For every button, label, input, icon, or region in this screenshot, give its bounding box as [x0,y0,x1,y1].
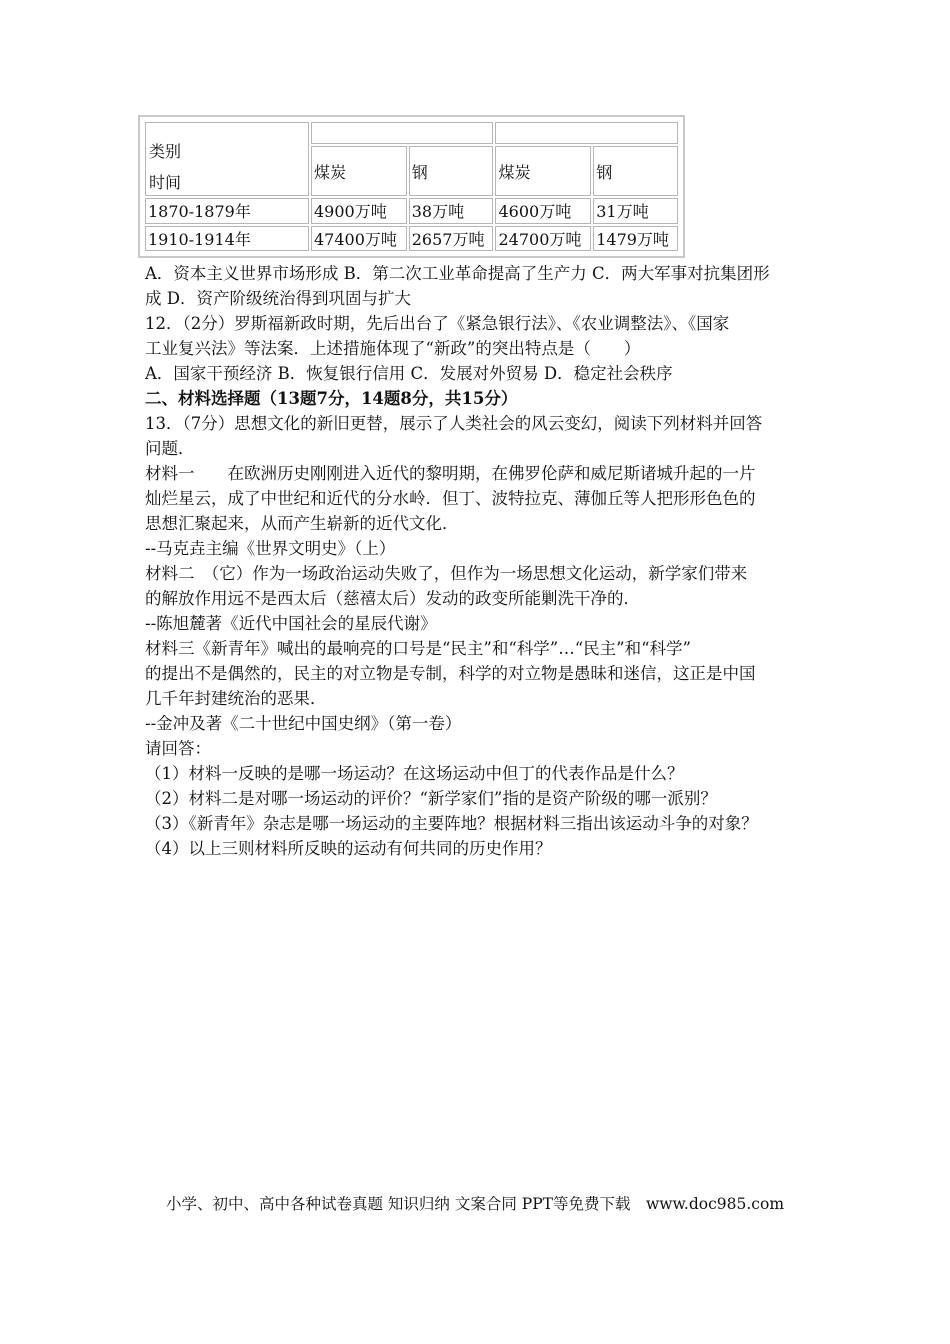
table-row [145,226,678,252]
option-line: A．国家干预经济 B．恢复银行信用 C．发展对外贸易 D．稳定社会秩序 [145,364,673,383]
section-heading: 二、材料选择题（13题7分，14题8分，共15分） [145,389,518,408]
table-cell: 4600万吨 [495,198,591,224]
sub-question: （4）以上三则材料所反映的运动有何共同的历史作用？ [145,839,552,858]
table-cell: 47400万吨 [311,226,407,252]
table-cell: 38万吨 [409,198,494,224]
table-cell: 4900万吨 [311,198,407,224]
prompt-line: 请回答： [145,739,211,758]
material-line: 材料三《新青年》喊出的最响亮的口号是“民主”和“科学”…“民主”和“科学” [145,639,691,658]
material-line: 几千年封建统治的恶果． [145,689,327,708]
material-line: 思想汇聚起来，从而产生崭新的近代文化． [145,514,459,533]
table-group-header [311,122,493,144]
question-line: 工业复兴法》等法案．上述措施体现了“新政”的突出特点是（ ） [145,339,641,358]
option-line: 成 D．资产阶级统治得到巩固与扩大 [145,289,411,308]
question-line: 问题． [145,439,195,458]
citation-line: --马克垚主编《世界文明史》（上） [145,539,396,558]
data-table-frame [138,115,685,258]
row-time: 1870-1879年 [145,198,309,224]
sub-question: （1）材料一反映的是哪一场运动？在这场运动中但丁的代表作品是什么？ [145,764,684,783]
material-line: 材料二 （它）作为一场政治运动失败了，但作为一场思想文化运动，新学家们带来 [145,564,748,583]
col-header: 钢 [593,146,678,196]
col-header: 钢 [409,146,494,196]
table-header-row-top [145,122,678,144]
row-time: 1910-1914年 [145,226,309,252]
sub-question: （3）《新青年》杂志是哪一场运动的主要阵地？根据材料三指出该运动斗争的对象？ [145,814,758,833]
sub-question: （2）材料二是对哪一场运动的评价？“新学家们”指的是资产阶级的哪一派别？ [145,789,717,808]
table-diagonal-header [145,122,309,196]
table-row [145,198,678,224]
table-group-header [495,122,678,144]
citation-line: --陈旭麓著《近代中国社会的星辰代谢》 [145,614,437,633]
material-line: 灿烂星云，成了中世纪和近代的分水岭．但丁、波特拉克、薄伽丘等人把形形色色的 [145,489,756,508]
col-header: 煤炭 [311,146,407,196]
table-cell: 24700万吨 [495,226,591,252]
citation-line: --金冲及著《二十世纪中国史纲》（第一卷） [145,714,462,733]
question-line: 12．（2分）罗斯福新政时期，先后出台了《紧急银行法》、《农业调整法》、《国家 [145,314,730,333]
col-header: 煤炭 [495,146,591,196]
header-time: 时间 [149,173,182,192]
header-category: 类别 [149,142,182,161]
table-cell: 31万吨 [593,198,678,224]
material-line: 材料一 在欧洲历史刚刚进入近代的黎明期，在佛罗伦萨和威尼斯诸城升起的一片 [145,464,756,483]
material-line: 的解放作用远不是西太后（慈禧太后）发动的政变所能剿洗干净的． [145,589,640,608]
material-line: 的提出不是偶然的，民主的对立物是专制，科学的对立物是愚昧和迷信，这正是中国 [145,664,756,683]
page-footer: 小学、初中、高中各种试卷真题 知识归纳 文案合同 PPT等免费下载 www.doc985.com [165,1195,785,1213]
data-table [143,120,680,253]
question-line: 13．（7分）思想文化的新旧更替，展示了人类社会的风云变幻，阅读下列材料并回答 [145,414,763,433]
option-line: A．资本主义世界市场形成 B．第二次工业革命提高了生产力 C．两大军事对抗集团形 [145,264,770,283]
table-cell: 2657万吨 [409,226,494,252]
table-cell: 1479万吨 [593,226,678,252]
